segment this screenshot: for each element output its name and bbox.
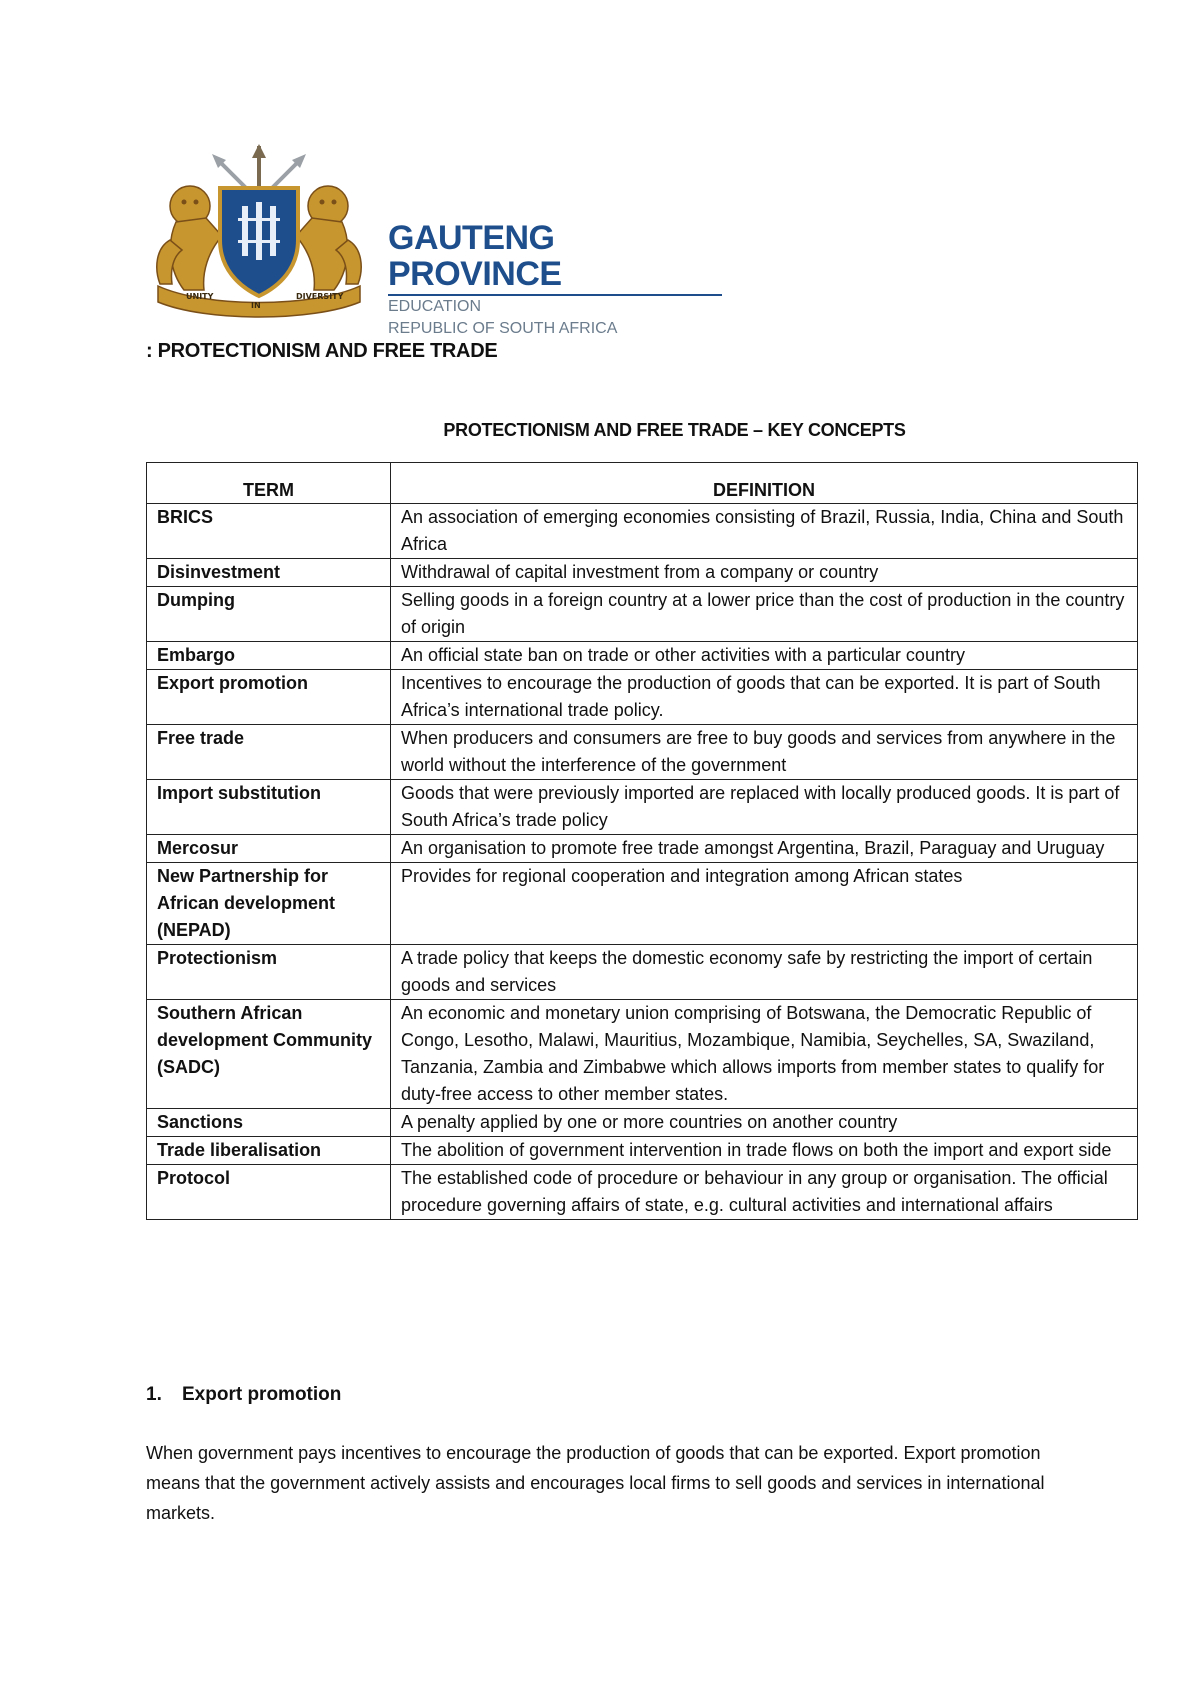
crest-motto-in: IN (251, 301, 261, 310)
table-row (147, 642, 1138, 670)
section-paragraph: When government pays incentives to encourage the production of goods that can be exported. Export promotion means that the government actively assists and encourages local firms to sell goods and services in international markets. (146, 1443, 1045, 1523)
table-row (147, 725, 1138, 780)
table-caption: PROTECTIONISM AND FREE TRADE – KEY CONCEPTS (443, 420, 906, 440)
term-cell: Export promotion (147, 670, 391, 725)
definition-cell: A penalty applied by one or more countries on another country (391, 1109, 1138, 1137)
term-cell: Disinvestment (147, 559, 391, 587)
definition-cell: An association of emerging economies consisting of Brazil, Russia, India, China and South Africa (391, 504, 1138, 559)
table-row (147, 945, 1138, 1000)
table-row (147, 504, 1138, 559)
definition-cell: An economic and monetary union comprising of Botswana, the Democratic Republic of Congo, Lesotho, Malawi, Mauritius, Mozambique, Namibia, Seychelles, SA, Swaziland, Tanzania, Zambia and Zimbabwe which allows imports from member states to qualify for duty-free access to other member states. (391, 1000, 1138, 1109)
table-header-row (147, 463, 1138, 504)
coat-of-arms-icon (146, 144, 372, 320)
crest-motto-unity: UNITY (186, 292, 214, 301)
definition-cell: An official state ban on trade or other activities with a particular country (391, 642, 1138, 670)
table-row (147, 1165, 1138, 1220)
section-number: 1. (146, 1384, 162, 1405)
gauteng-education-logo (146, 144, 726, 337)
table-row (147, 863, 1138, 945)
term-cell: Southern African development Community (SADC) (147, 1000, 391, 1109)
definition-cell: Incentives to encourage the production of goods that can be exported. It is part of South Africa’s international trade policy. (391, 670, 1138, 725)
definition-cell: A trade policy that keeps the domestic economy safe by restricting the import of certain goods and services (391, 945, 1138, 1000)
definition-cell: Selling goods in a foreign country at a lower price than the cost of production in the country of origin (391, 587, 1138, 642)
term-cell: Trade liberalisation (147, 1137, 391, 1165)
crest-motto-diversity: DIVERSITY (296, 292, 344, 301)
organisation-name: GAUTENG PROVINCE (388, 219, 562, 293)
table-row (147, 587, 1138, 642)
definition-cell: The abolition of government intervention in trade flows on both the import and export side (391, 1137, 1138, 1165)
definition-cell: The established code of procedure or behaviour in any group or organisation. The official procedure governing affairs of state, e.g. cultural activities and international affairs (391, 1165, 1138, 1220)
table-row (147, 670, 1138, 725)
definition-cell: Provides for regional cooperation and integration among African states (391, 863, 1138, 945)
column-header-term: TERM (147, 463, 391, 504)
definition-cell: When producers and consumers are free to buy goods and services from anywhere in the world without the interference of the government (391, 725, 1138, 780)
table-row (147, 780, 1138, 835)
term-cell: Protocol (147, 1165, 391, 1220)
table-row (147, 1109, 1138, 1137)
section-heading-export-promotion (146, 1384, 341, 1406)
organisation-country: REPUBLIC OF SOUTH AFRICA (388, 320, 618, 337)
term-cell: Embargo (147, 642, 391, 670)
table-row (147, 1000, 1138, 1109)
section-heading-text: Export promotion (182, 1384, 342, 1405)
term-cell: Dumping (147, 587, 391, 642)
term-cell: Sanctions (147, 1109, 391, 1137)
definition-cell: Withdrawal of capital investment from a company or country (391, 559, 1138, 587)
definition-cell: Goods that were previously imported are replaced with locally produced goods. It is part of South Africa’s trade policy (391, 780, 1138, 835)
document-title: : PROTECTIONISM AND FREE TRADE (146, 340, 498, 362)
key-concepts-table (146, 462, 1138, 1220)
column-header-definition: DEFINITION (391, 463, 1138, 504)
term-cell: Mercosur (147, 835, 391, 863)
definition-cell: An organisation to promote free trade amongst Argentina, Brazil, Paraguay and Uruguay (391, 835, 1138, 863)
organisation-department: EDUCATION (388, 298, 482, 315)
term-cell: Import substitution (147, 780, 391, 835)
organisation-block (388, 220, 726, 340)
term-cell: New Partnership for African development (NEPAD) (147, 863, 391, 945)
table-row (147, 835, 1138, 863)
term-cell: Protectionism (147, 945, 391, 1000)
table-row (147, 1137, 1138, 1165)
term-cell: BRICS (147, 504, 391, 559)
term-cell: Free trade (147, 725, 391, 780)
table-row (147, 559, 1138, 587)
